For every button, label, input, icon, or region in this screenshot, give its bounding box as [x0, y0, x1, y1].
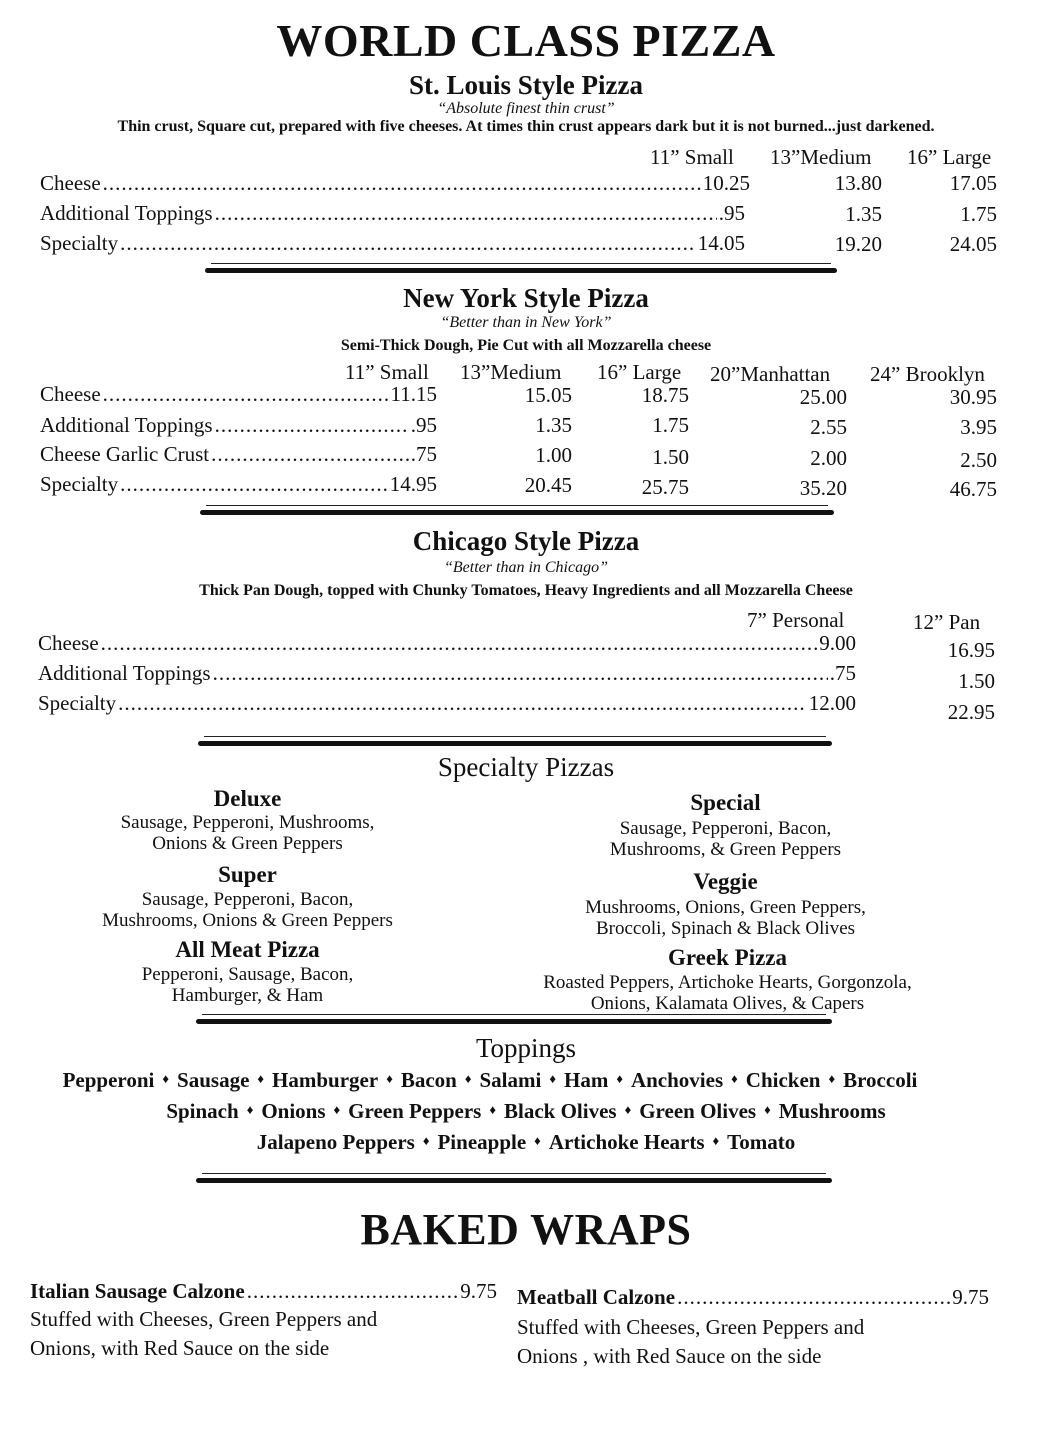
topping: Artichoke Hearts	[548, 1130, 705, 1154]
desc-line: Stuffed with Cheeses, Green Peppers and	[517, 1315, 865, 1339]
price: 14.95	[389, 472, 437, 496]
price: 14.05	[697, 231, 745, 255]
price: 12.00	[808, 691, 856, 715]
st-louis-description: Thin crust, Square cut, prepared with five cheeses. At times thin crust appears dark but it is not burned...just darkened.	[117, 118, 935, 135]
toppings-line	[0, 1068, 1016, 1093]
price: 1.35	[535, 413, 572, 437]
size-header: 16” Large	[907, 145, 992, 169]
separator: ♦	[549, 1071, 556, 1086]
price: 18.75	[641, 383, 689, 407]
specialty-desc	[60, 889, 435, 931]
price-row	[40, 379, 437, 407]
desc-line: Sausage, Pepperoni, Bacon,	[619, 818, 832, 839]
item-name: Additional Toppings	[38, 661, 211, 685]
price: 17.05	[949, 171, 997, 195]
desc-line: Mushrooms, & Green Peppers	[609, 839, 842, 860]
separator: ♦	[257, 1071, 265, 1086]
chicago-description: Thick Pan Dough, topped with Chunky Tomatoes, Heavy Ingredients and all Mozzarella Cheese	[199, 582, 853, 599]
desc-line: Hamburger, & Ham	[171, 985, 324, 1006]
price: 30.95	[949, 385, 997, 409]
wrap-name: Italian Sausage Calzone	[30, 1279, 245, 1303]
desc-line: Onions, with Red Sauce on the side	[30, 1336, 330, 1360]
desc-line: Broccoli, Spinach & Black Olives	[595, 918, 856, 939]
specialty-desc	[520, 972, 935, 1014]
separator: ♦	[333, 1102, 341, 1117]
item-name: Specialty	[38, 691, 117, 715]
item-name: Specialty	[40, 231, 119, 255]
menu-title: WORLD CLASS PIZZA	[276, 15, 776, 66]
price: 13.80	[834, 171, 882, 195]
item-name: Cheese Garlic Crust	[40, 442, 210, 466]
item-name: Cheese	[38, 631, 99, 655]
specialty-name: All Meat Pizza	[175, 937, 320, 962]
st-louis-tagline: “Absolute finest thin crust”	[437, 100, 615, 117]
separator: ♦	[162, 1071, 170, 1086]
item-name: Cheese	[40, 382, 101, 406]
price: 1.75	[652, 413, 689, 437]
size-header: 16” Large	[597, 360, 682, 384]
price: .95	[718, 201, 745, 225]
chicago-heading: Chicago Style Pizza	[412, 526, 640, 556]
specialty-name: Special	[690, 790, 761, 815]
desc-line: Mushrooms, Onions & Green Peppers	[102, 910, 393, 931]
price: 2.00	[810, 446, 847, 470]
price: 1.00	[535, 443, 572, 467]
baked-wraps-heading: BAKED WRAPS	[360, 1205, 692, 1254]
price: 9.00	[819, 631, 856, 655]
price: 1.75	[960, 202, 997, 226]
section-divider	[196, 1019, 832, 1024]
price: 11.15	[390, 382, 437, 406]
separator: ♦	[624, 1102, 632, 1117]
topping: Sausage	[177, 1068, 250, 1092]
size-header: 11” Small	[650, 145, 734, 169]
specialty-desc	[60, 964, 435, 1006]
chicago-tagline: “Better than in Chicago”	[444, 559, 608, 576]
toppings-line	[0, 1099, 1052, 1124]
price-row	[40, 469, 437, 497]
price: 16.95	[947, 638, 995, 662]
price: 22.95	[947, 700, 995, 724]
topping: Spinach	[166, 1099, 239, 1123]
specialty-name: Deluxe	[213, 786, 282, 811]
size-header: 13”Medium	[770, 145, 872, 169]
desc-line: Mushrooms, Onions, Green Peppers,	[585, 897, 866, 918]
desc-line: Roasted Peppers, Artichoke Hearts, Gorgonzola,	[543, 972, 912, 993]
desc-line: Sausage, Pepperoni, Mushrooms,	[120, 812, 375, 833]
specialty-name: Veggie	[693, 869, 758, 894]
price-row	[40, 168, 750, 196]
topping: Broccoli	[843, 1068, 918, 1092]
topping: Onions	[261, 1099, 326, 1123]
topping: Chicken	[745, 1068, 821, 1092]
topping: Pepperoni	[62, 1068, 155, 1092]
price: 35.20	[799, 476, 847, 500]
item-name: Additional Toppings	[40, 413, 213, 437]
item-name: Cheese	[40, 171, 101, 195]
separator: ♦	[616, 1071, 623, 1086]
price: 46.75	[949, 477, 997, 501]
specialty-desc	[60, 812, 435, 854]
price-row	[40, 198, 745, 226]
wrap-row	[517, 1282, 989, 1310]
price: 25.00	[799, 385, 847, 409]
section-divider	[196, 1178, 832, 1183]
size-header: 12” Pan	[913, 610, 981, 634]
toppings-line	[0, 1130, 1052, 1155]
specialty-desc	[538, 897, 913, 939]
price: .95	[410, 413, 437, 437]
desc-line: Sausage, Pepperoni, Bacon,	[141, 889, 354, 910]
price: 1.50	[652, 445, 689, 469]
size-header: 13”Medium	[460, 360, 562, 384]
price-row	[38, 658, 856, 686]
price: 2.50	[960, 448, 997, 472]
specialty-name: Greek Pizza	[668, 945, 787, 970]
section-divider	[205, 268, 837, 273]
desc-line: Onions, Kalamata Olives, & Capers	[590, 993, 865, 1014]
topping: Tomato	[727, 1130, 796, 1154]
price-row	[40, 439, 437, 467]
separator: ♦	[731, 1071, 738, 1086]
size-header: 24” Brooklyn	[870, 362, 985, 386]
topping: Green Peppers	[348, 1099, 482, 1123]
separator: ♦	[246, 1102, 254, 1117]
wrap-price: 9.75	[460, 1279, 497, 1303]
topping: Mushrooms	[778, 1099, 886, 1123]
price: .75	[829, 661, 856, 685]
price-row	[38, 628, 856, 656]
price: 25.75	[641, 475, 689, 499]
item-name: Additional Toppings	[40, 201, 213, 225]
price: 2.55	[810, 415, 847, 439]
wrap-desc	[30, 1305, 377, 1363]
topping: Hamburger	[272, 1068, 379, 1092]
size-header: 7” Personal	[747, 608, 845, 632]
new-york-tagline: “Better than in New York”	[440, 314, 612, 331]
specialty-desc	[538, 818, 913, 860]
price: 24.05	[949, 232, 997, 256]
price-row	[40, 410, 437, 438]
topping: Pineapple	[437, 1130, 527, 1154]
price: 3.95	[960, 415, 997, 439]
topping: Green Olives	[639, 1099, 757, 1123]
wrap-price: 9.75	[952, 1285, 989, 1309]
specialty-name: Super	[218, 862, 277, 887]
specialty-heading: Specialty Pizzas	[437, 752, 615, 782]
item-name: Specialty	[40, 472, 119, 496]
section-divider	[198, 741, 832, 746]
wrap-name: Meatball Calzone	[517, 1285, 676, 1309]
separator: ♦	[828, 1071, 836, 1086]
desc-line: Pepperoni, Sausage, Bacon,	[141, 964, 354, 985]
price: .75	[410, 442, 437, 466]
topping: Bacon	[400, 1068, 457, 1092]
desc-line: Stuffed with Cheeses, Green Peppers and	[30, 1307, 378, 1331]
topping: Jalapeno Peppers	[256, 1130, 415, 1154]
price: 1.35	[845, 202, 882, 226]
toppings-heading: Toppings	[475, 1033, 577, 1063]
separator: ♦	[422, 1133, 430, 1148]
price: 1.50	[958, 669, 995, 693]
separator: ♦	[534, 1133, 541, 1148]
separator: ♦	[386, 1071, 393, 1086]
desc-line: Onions & Green Peppers	[152, 833, 343, 854]
topping: Ham	[563, 1068, 609, 1092]
price-row	[38, 688, 856, 716]
separator: ♦	[712, 1133, 720, 1148]
size-header: 20”Manhattan	[710, 362, 831, 386]
separator: ♦	[464, 1071, 472, 1086]
topping: Anchovies	[630, 1068, 724, 1092]
price: 19.20	[834, 232, 882, 256]
price: 10.25	[702, 171, 750, 195]
price-row	[40, 228, 745, 256]
price: 15.05	[524, 383, 572, 407]
new-york-heading: New York Style Pizza	[403, 283, 649, 313]
st-louis-heading: St. Louis Style Pizza	[409, 70, 643, 100]
separator: ♦	[489, 1102, 496, 1117]
size-header: 11” Small	[345, 360, 429, 384]
section-divider	[200, 510, 834, 515]
topping: Salami	[479, 1068, 542, 1092]
topping: Black Olives	[503, 1099, 617, 1123]
desc-line: Onions , with Red Sauce on the side	[517, 1344, 822, 1368]
wrap-desc	[517, 1313, 864, 1371]
separator: ♦	[764, 1102, 771, 1117]
wrap-row	[30, 1276, 497, 1304]
price: 20.45	[524, 473, 572, 497]
new-york-description: Semi-Thick Dough, Pie Cut with all Mozzarella cheese	[340, 337, 712, 354]
